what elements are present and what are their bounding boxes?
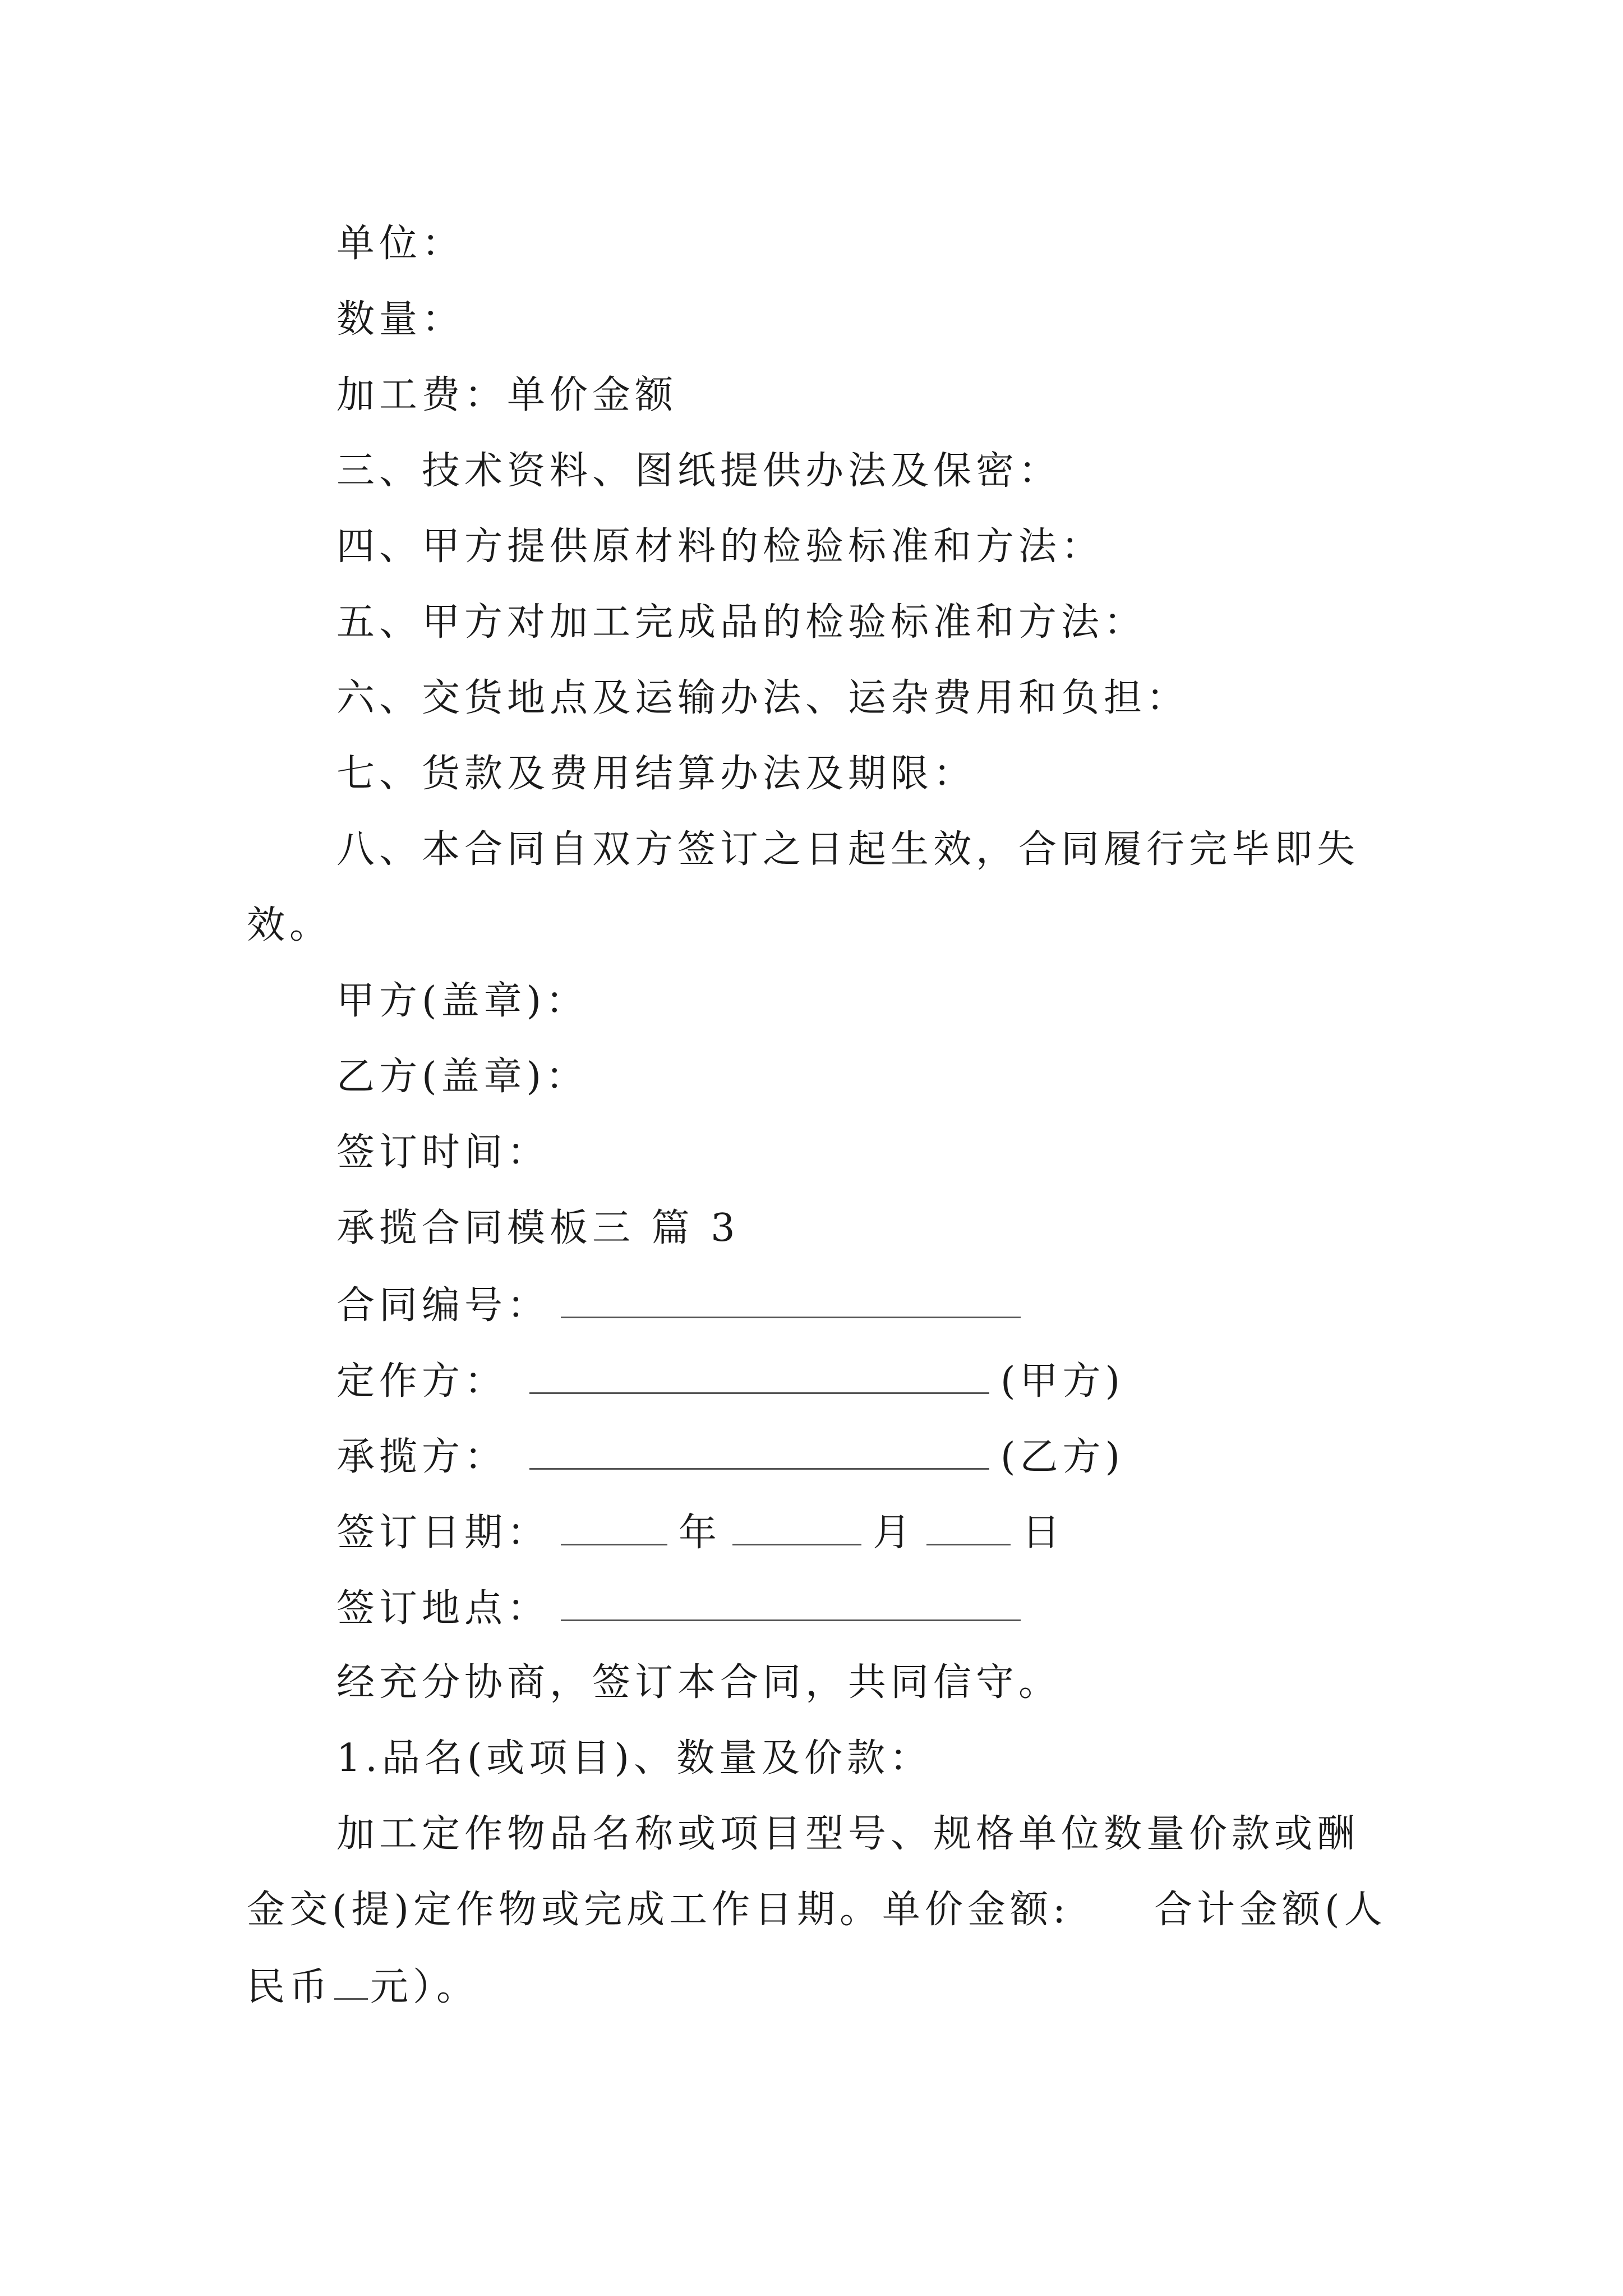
text-line: 单位： — [336, 222, 465, 266]
signature-party-b: 乙方(盖章)： — [336, 1055, 589, 1099]
year-label: 年 — [679, 1511, 722, 1555]
text-line: 七、货款及费用结算办法及期限： — [336, 752, 976, 796]
contract-number-label: 合同编号： — [336, 1283, 550, 1328]
contractor-suffix: (乙方) — [1000, 1435, 1125, 1479]
price-row — [247, 1888, 1387, 1932]
month-blank[interactable] — [732, 1509, 861, 1545]
section-title: 承揽合同模板三 篇 3 — [336, 1206, 740, 1250]
text-line: 经充分协商，签订本合同，共同信守。 — [336, 1660, 1062, 1705]
contractor-row — [336, 1433, 1124, 1480]
signing-place-row — [336, 1585, 1032, 1631]
signing-place-blank[interactable] — [561, 1585, 1021, 1621]
currency-suffix: 元）。 — [370, 1965, 479, 2009]
signing-place-label: 签订地点： — [336, 1586, 550, 1631]
text-line: 加工费：单价金额 — [336, 373, 678, 417]
orderer-label: 定作方： — [336, 1359, 508, 1404]
day-label: 日 — [1022, 1511, 1065, 1555]
signing-time: 签订时间： — [336, 1130, 550, 1175]
contractor-blank[interactable] — [529, 1433, 989, 1470]
text-line: 1.品名(或项目)、数量及价款： — [336, 1736, 932, 1780]
text-line: 加工定作物品名称或项目型号、规格单位数量价款或酬 — [336, 1812, 1360, 1856]
orderer-row — [336, 1358, 1124, 1404]
text-line: 效。 — [247, 903, 333, 947]
amount-blank[interactable] — [334, 1963, 368, 2000]
contract-number-row — [336, 1282, 1032, 1328]
text-line: 六、交货地点及运输办法、运杂费用和负担： — [336, 676, 1189, 720]
text-line: 五、甲方对加工完成品的检验标准和方法： — [336, 600, 1147, 645]
year-blank[interactable] — [561, 1509, 667, 1545]
text-line: 八、本合同自双方签订之日起生效，合同履行完毕即失 — [336, 827, 1360, 872]
text-line: 三、技术资料、图纸提供办法及保密： — [336, 449, 1062, 493]
signature-party-a: 甲方(盖章)： — [336, 979, 589, 1023]
signing-date-label: 签订日期： — [336, 1511, 550, 1555]
month-label: 月 — [873, 1511, 916, 1555]
orderer-suffix: (甲方) — [1000, 1359, 1125, 1404]
unit-price-text: 金交(提)定作物或完成工作日期。单价金额: — [247, 1888, 1070, 1932]
currency-label: 民币 — [247, 1965, 333, 2009]
text-line: 数量： — [336, 297, 465, 342]
signing-date-row — [336, 1509, 1064, 1556]
text-line: 四、甲方提供原材料的检验标准和方法： — [336, 524, 1104, 569]
currency-row — [247, 1963, 479, 2010]
orderer-blank[interactable] — [529, 1358, 989, 1394]
total-amount-text: 合计金额(人 — [1154, 1888, 1387, 1932]
contractor-label: 承揽方： — [336, 1435, 508, 1479]
contract-number-blank[interactable] — [561, 1282, 1021, 1318]
day-blank[interactable] — [926, 1509, 1011, 1545]
